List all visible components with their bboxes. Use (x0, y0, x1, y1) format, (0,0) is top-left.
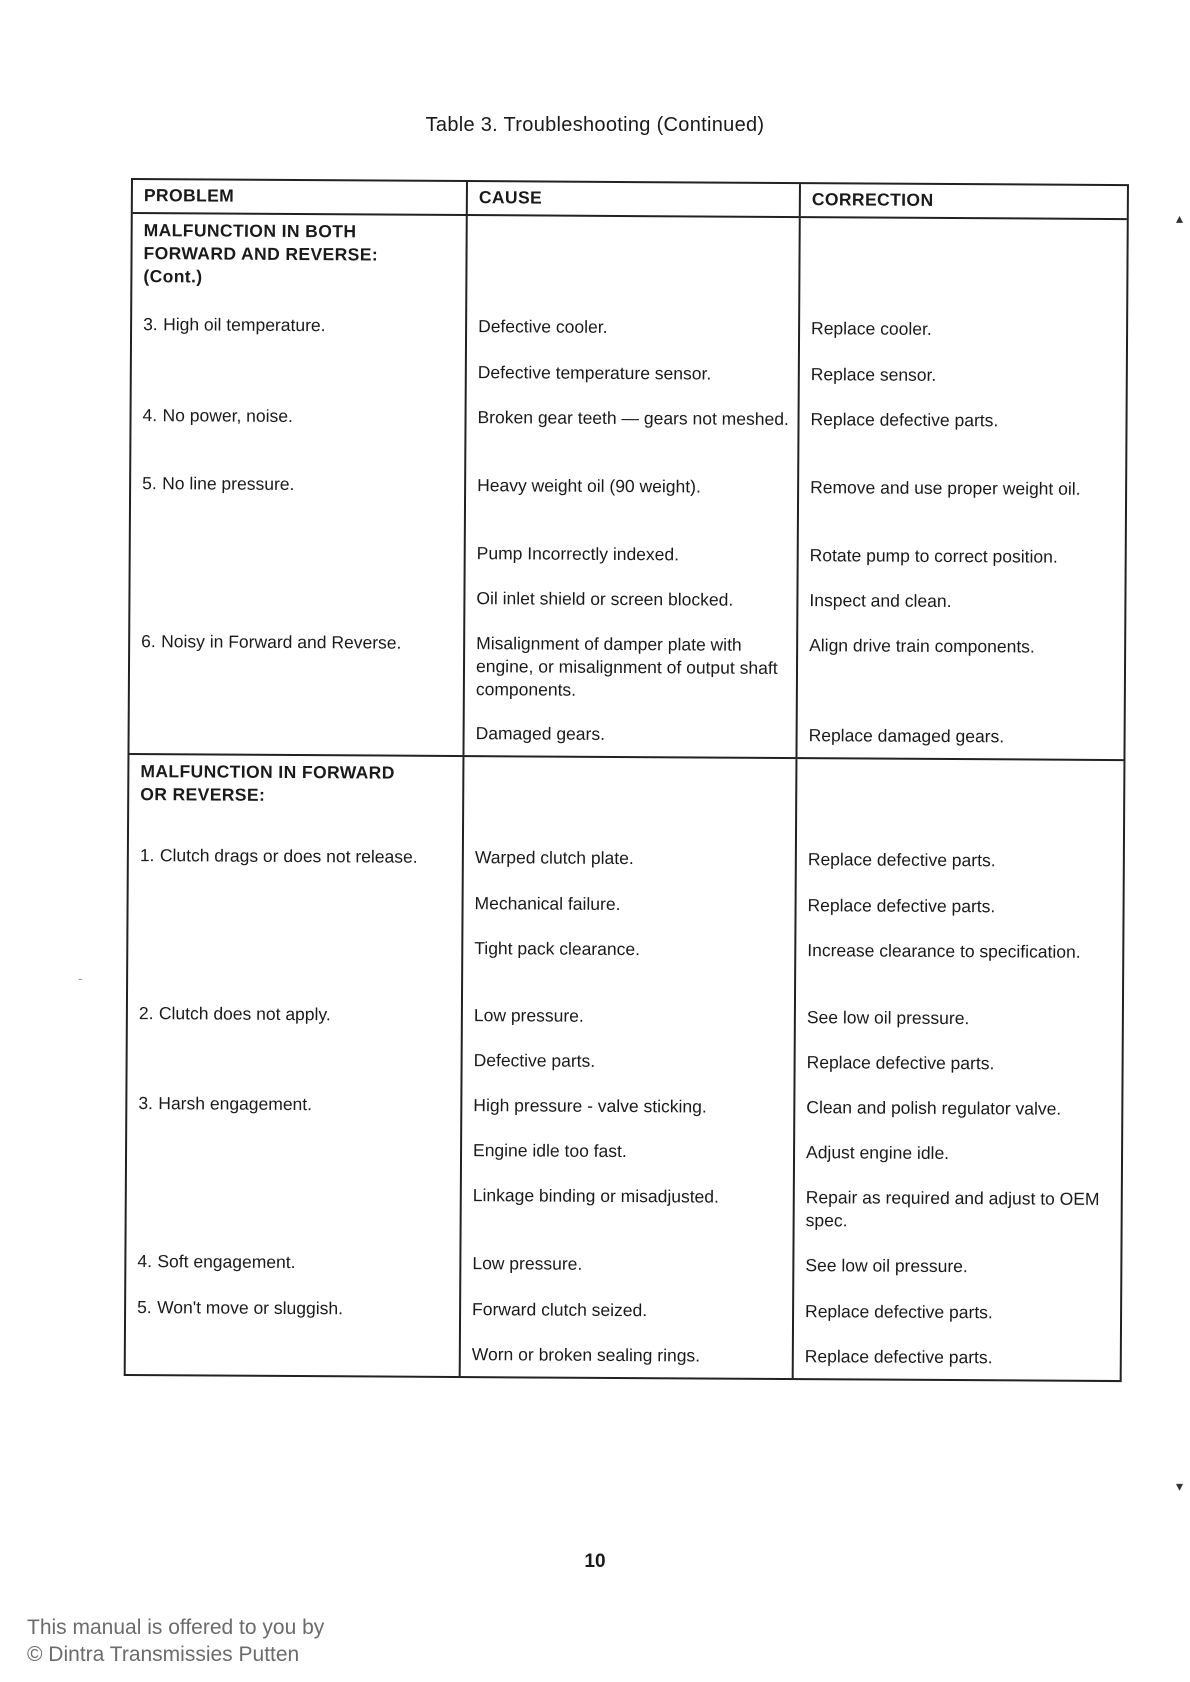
correction-item: Replace defective parts. (806, 1052, 995, 1074)
section-title: MALFUNCTION IN BOTH FORWARD AND REVERSE: (Cont.) (143, 220, 379, 287)
correction-item: Replace defective parts. (807, 849, 996, 871)
cause-item: Pump Incorrectly indexed. (476, 543, 680, 565)
footer-line: © Dintra Transmissies Putten (27, 1643, 300, 1666)
cause-item: Defective temperature sensor. (477, 362, 712, 384)
correction-cell (797, 218, 1126, 759)
scan-artifact-mark: ▾ (1176, 1478, 1184, 1494)
correction-item: Replace sensor. (810, 364, 937, 385)
problem-item: 4. Soft engagement. (137, 1251, 296, 1273)
cause-item: Low pressure. (473, 1005, 584, 1026)
page-title: Table 3. Troubleshooting (Continued) (425, 114, 765, 136)
correction-item: Align drive train components. (809, 635, 1035, 657)
problem-item: 5. No line pressure. (142, 473, 295, 495)
cause-item: Broken gear teeth — gears not meshed. (477, 407, 789, 430)
problem-column-header: PROBLEM (133, 180, 468, 214)
cause-item: Worn or broken sealing rings. (471, 1344, 701, 1366)
scan-artifact-mark: ▴ (1176, 210, 1184, 226)
cause-item: Heavy weight oil (90 weight). (477, 475, 701, 497)
problem-cell (126, 755, 465, 1376)
problem-item: 6. Noisy in Forward and Reverse. (141, 631, 402, 653)
cause-item: Oil inlet shield or screen blocked. (476, 588, 734, 610)
correction-column-header: CORRECTION (811, 189, 934, 210)
section-forward-or-reverse (126, 753, 1124, 1380)
correction-item: Replace defective parts. (805, 1301, 993, 1323)
troubleshooting-table (124, 178, 1129, 1382)
cause-item: High pressure - valve sticking. (473, 1095, 707, 1117)
correction-item: Replace cooler. (811, 318, 932, 339)
cause-item: Misalignment of damper plate with engine, or misalignment of output shaft components. (475, 633, 778, 700)
correction-item: Replace defective parts. (810, 409, 999, 431)
cause-item: Defective parts. (473, 1050, 596, 1071)
section-forward-and-reverse (129, 214, 1126, 759)
footer-credit (27, 1614, 324, 1668)
problem-item: 1. Clutch drags or does not release. (139, 845, 418, 867)
correction-item: See low oil pressure. (805, 1255, 968, 1277)
problem-item: 3. High oil temperature. (143, 314, 326, 336)
section-title: MALFUNCTION IN FORWARD OR REVERSE: (140, 761, 395, 805)
correction-item: Inspect and clean. (809, 590, 952, 612)
cause-item: Forward clutch seized. (472, 1299, 648, 1321)
cause-item: Linkage binding or misadjusted. (472, 1185, 719, 1207)
correction-item: Adjust engine idle. (806, 1142, 950, 1164)
correction-item: Replace defective parts. (804, 1346, 993, 1368)
cause-item: Low pressure. (472, 1253, 583, 1274)
correction-item: Remove and use proper weight oil. (810, 477, 1081, 499)
correction-item: See low oil pressure. (806, 1007, 970, 1029)
cause-column-header: CAUSE (468, 182, 801, 216)
correction-cell (794, 759, 1124, 1380)
cause-cell (464, 216, 800, 757)
problem-item: 5. Won't move or sluggish. (137, 1297, 344, 1319)
problem-item: 4. No power, noise. (142, 405, 293, 426)
correction-item: Repair as required and adjust to OEM spec. (805, 1187, 1100, 1231)
cause-item: Damaged gears. (475, 723, 606, 744)
cause-item: Engine idle too fast. (473, 1140, 627, 1162)
correction-item: Clean and polish regulator valve. (806, 1097, 1062, 1119)
correction-item: Increase clearance to specification. (807, 940, 1081, 962)
cause-item: Tight pack clearance. (474, 938, 641, 960)
footer-line: This manual is offered to you by (27, 1616, 325, 1639)
problem-cell (129, 214, 467, 755)
problem-item: 2. Clutch does not apply. (138, 1003, 331, 1025)
cause-item: Defective cooler. (478, 316, 608, 337)
page-number: 10 (584, 1551, 606, 1572)
cause-cell (461, 757, 798, 1378)
cause-item: Warped clutch plate. (474, 847, 634, 869)
scan-artifact-mark: - (78, 970, 83, 986)
correction-item: Replace damaged gears. (808, 725, 1005, 747)
cause-item: Mechanical failure. (474, 893, 621, 915)
problem-item: 3. Harsh engagement. (138, 1093, 313, 1115)
correction-item: Rotate pump to correct position. (809, 545, 1058, 567)
correction-item: Replace defective parts. (807, 895, 996, 917)
